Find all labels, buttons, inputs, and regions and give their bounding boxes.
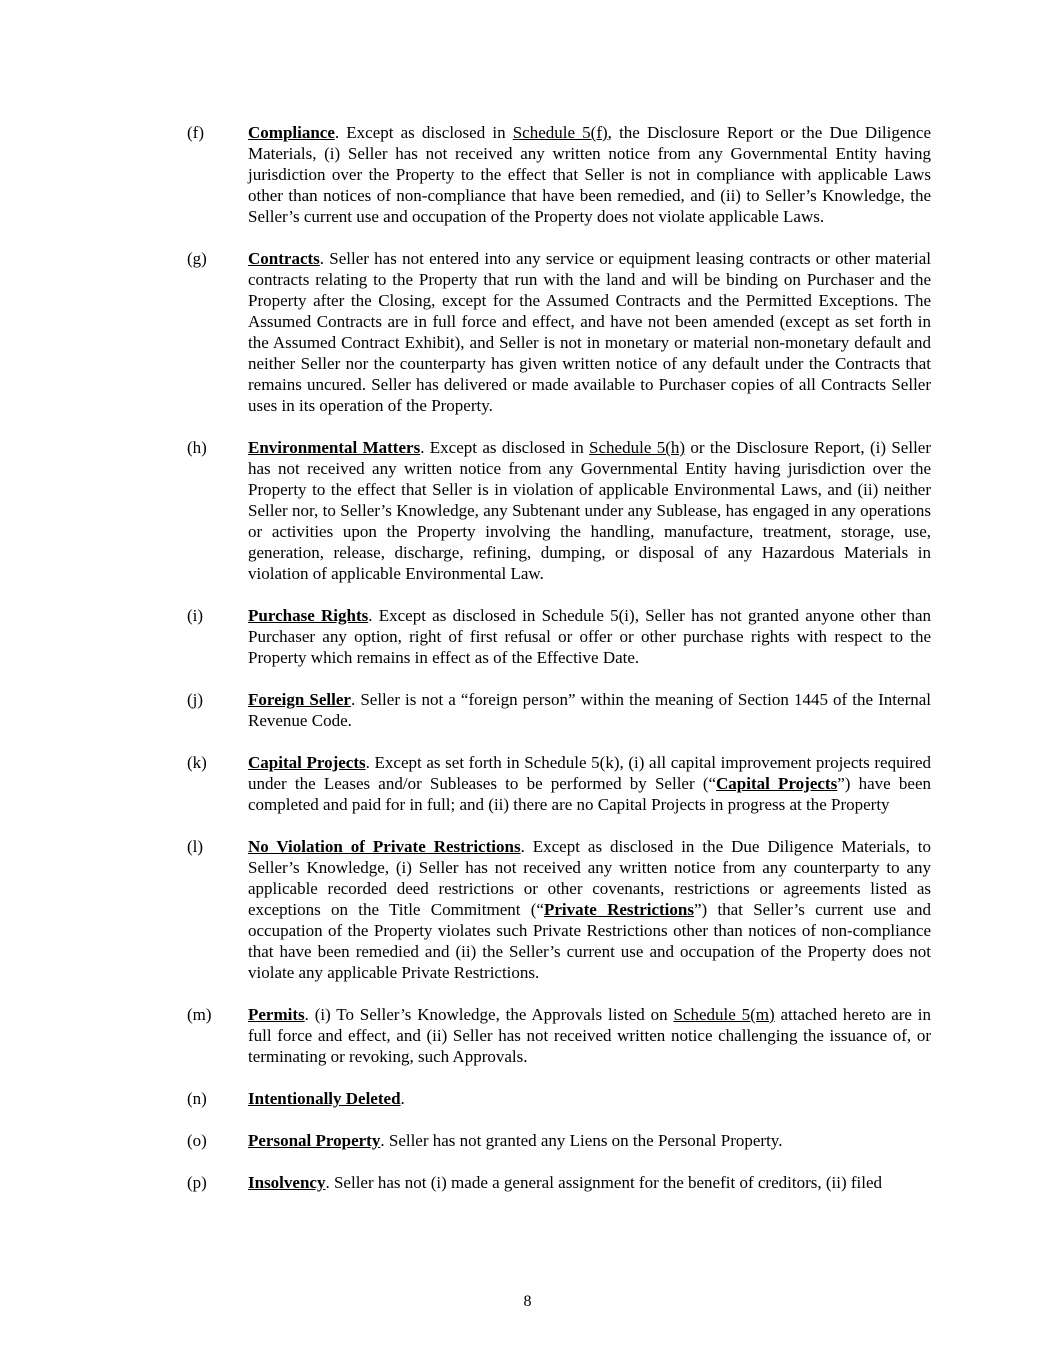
body-text: . Seller has not entered into any service or equipment leasing contracts or other material contracts relating to the Property that run with the land and will be binding on Purchaser and the Property after the Closing, except for the Assumed Contracts and the Permitted Exceptions. The Assumed Contracts are in full force and effect, and have not been amended (except as set forth in the Assumed Contract Exhibit), and Seller is not in monetary or material non-monetary default and neither Seller nor the counterparty has given written notice of any default under the Contracts that remains uncured. Seller has delivered or made available to Purchaser copies of all Contracts Seller uses in its operation of the Property. [248,249,931,415]
paragraph-n [187,1088,931,1109]
paragraph-label: (f) [187,123,204,142]
paragraph-f [187,122,931,227]
paragraph-text [248,752,931,815]
paragraph-label: (p) [187,1173,207,1192]
defined-term: Purchase Rights [248,606,369,625]
defined-term: Environmental Matters [248,438,421,457]
defined-term: Compliance [248,123,335,142]
paragraph-m [187,1004,931,1067]
paragraph-label: (i) [187,606,204,625]
paragraph-list [187,122,931,1214]
paragraph-text [248,122,931,227]
defined-term: Permits [248,1005,305,1024]
body-text: , the Disclosure Report or the Due Diligence Materials, (i) Seller has not received any written notice from any Governmental Entity having jurisdiction over the Property to the effect that Seller is not in compliance with applicable Laws other than notices of non-compliance that have been remedied, and (ii) to Seller’s Knowledge, the Seller’s current use and occupation of the Property does not violate applicable Laws. [248,123,932,226]
body-text: attached hereto are in full force and effect, and (ii) Seller has not received written notice challenging the issuance of, or terminating or revoking, such Approvals. [248,1005,932,1066]
defined-term: Contracts [248,249,320,268]
schedule-reference: Schedule 5(m) [673,1005,775,1024]
page-number: 8 [523,1293,532,1310]
body-text: . Except as disclosed in the Due Diligence Materials, to Seller’s Knowledge, (i) Seller has not received any written notice from any counterparty to any applicable recorded deed restrictions or other covenants, restrictions or agreements listed as exceptions on the Title Commitment (“ [248,837,931,919]
paragraph-label: (g) [187,249,207,268]
paragraph-text [248,1088,931,1109]
paragraph-label: (n) [187,1089,207,1108]
body-text: . Seller has not granted any Liens on the Personal Property. [380,1131,783,1150]
defined-term: Intentionally Deleted [248,1089,401,1108]
paragraph-text [248,689,931,731]
paragraph-text [248,1172,931,1193]
schedule-reference: Schedule 5(f) [512,123,608,142]
body-text: ”) that Seller’s current use and occupation of the Property violates such Private Restrictions other than notices of non-compliance that have been remedied and (ii) the Seller’s current use and occupation of the Property does not violate any applicable Private Restrictions. [248,900,931,982]
defined-term: Insolvency [248,1173,326,1192]
paragraph-label: (m) [187,1005,212,1024]
body-text: . Except as disclosed in [420,438,590,457]
body-text: . [400,1089,405,1108]
paragraph-label: (h) [187,438,207,457]
defined-term: Foreign Seller [248,690,351,709]
paragraph-h [187,437,931,584]
paragraph-g [187,248,931,416]
defined-term: No Violation of Private Restrictions [248,837,521,856]
paragraph-i [187,605,931,668]
paragraph-o [187,1130,931,1151]
body-text: . Seller has not (i) made a general assignment for the benefit of creditors, (ii) filed [325,1173,883,1192]
body-text: . Except as set forth in Schedule 5(k), (i) all capital improvement projects required under the Leases and/or Subleases to be performed by Seller (“ [248,753,931,793]
body-text: or the Disclosure Report, (i) Seller has not received any written notice from any Governmental Entity having jurisdiction over the Property to the effect that Seller is in violation of applicable Environmental Laws, and (ii) neither Seller nor, to Seller’s Knowledge, any Subtenant under any Sublease, has engaged in any operations or activities upon the Property involving the handling, manufacture, treatment, storage, use, generation, release, discharge, refining, dumping, or disposal of any Hazardous Materials in violation of applicable Environmental Law. [248,438,931,583]
paragraph-text [248,1130,931,1151]
body-text: . Seller is not a “foreign person” within the meaning of Section 1445 of the Internal Revenue Code. [248,690,931,730]
paragraph-l [187,836,931,983]
paragraph-text [248,605,931,668]
paragraph-label: (j) [187,690,204,709]
body-text: ”) have been completed and paid for in full; and (ii) there are no Capital Projects in progress at the Property [248,774,931,814]
paragraph-label: (k) [187,753,207,772]
body-text: . (i) To Seller’s Knowledge, the Approvals listed on [304,1005,674,1024]
paragraph-label: (l) [187,837,204,856]
paragraph-text [248,248,931,416]
paragraph-text [248,1004,931,1067]
body-text: . Except as disclosed in Schedule 5(i), Seller has not granted anyone other than Purchaser any option, right of first refusal or offer or other purchase rights with respect to the Property which remains in effect as of the Effective Date. [248,606,931,667]
paragraph-label: (o) [187,1131,207,1150]
defined-term: Personal Property [248,1131,381,1150]
defined-term: Capital Projects [716,774,838,793]
paragraph-p [187,1172,931,1193]
schedule-reference: Schedule 5(h) [589,438,686,457]
body-text: . Except as disclosed in [334,123,513,142]
defined-term: Private Restrictions [543,900,694,919]
defined-term: Capital Projects [248,753,366,772]
paragraph-k [187,752,931,815]
paragraph-text [248,437,931,584]
paragraph-text [248,836,931,983]
paragraph-j [187,689,931,731]
